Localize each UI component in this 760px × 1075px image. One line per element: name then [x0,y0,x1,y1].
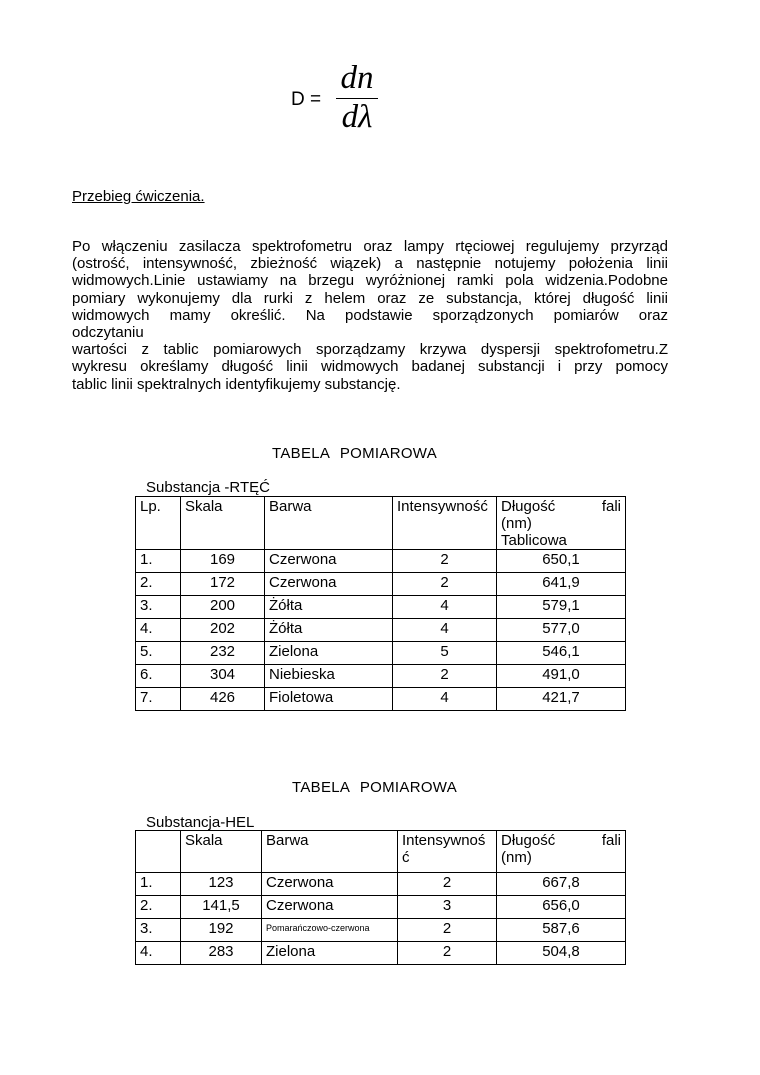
cell-fala: 667,8 [497,873,626,896]
paragraph-line: widmowych.Linie ustawiamy na brzegu wyróżnionej ramki pola widzenia.Podobne [72,272,668,290]
cell-fala: 587,6 [497,919,626,942]
cell-barwa: Żółta [265,619,393,642]
header-lp [136,831,181,873]
cell-lp: 5. [136,642,181,665]
table-row [136,596,626,619]
table2-heading: TABELA POMIAROWA [292,779,457,796]
table-row [136,619,626,642]
table-row [136,942,626,965]
table-row [136,688,626,711]
header-dlugosc-c: Tablicowa [501,532,567,549]
header-dlugosc-unit: (nm) [501,849,532,866]
section-title: Przebieg ćwiczenia. [72,188,205,205]
cell-fala: 491,0 [497,665,626,688]
cell-barwa: Czerwona [265,550,393,573]
table1-measurements [135,496,626,711]
cell-lp: 4. [136,942,181,965]
table1-heading: TABELA POMIAROWA [272,445,437,462]
cell-lp: 1. [136,873,181,896]
table2-measurements [135,830,626,965]
cell-skala: 304 [181,665,265,688]
header-intensywnosc: Intensywność [393,497,497,550]
cell-barwa: Fioletowa [265,688,393,711]
header-intensywnosc-a: Intensywnoś [402,832,486,849]
paragraph-line: pomiary wykonujemy dla rurki z helem oraz ze substancja, której długość linii [72,289,668,307]
cell-lp: 2. [136,896,181,919]
cell-barwa: Pomarańczowo-czerwona [262,919,398,942]
cell-lp: 3. [136,919,181,942]
cell-fala: 504,8 [497,942,626,965]
cell-barwa: Zielona [265,642,393,665]
cell-fala: 656,0 [497,896,626,919]
cell-intensywnosc: 4 [393,596,497,619]
table-row [136,550,626,573]
table-row [136,919,626,942]
cell-intensywnosc: 2 [393,573,497,596]
cell-fala: 650,1 [497,550,626,573]
header-dlugosc-a: Długość [501,498,556,515]
cell-skala: 141,5 [181,896,262,919]
table-row [136,665,626,688]
formula-lhs: D = [291,89,322,110]
cell-intensywnosc: 3 [398,896,497,919]
cell-intensywnosc: 2 [393,665,497,688]
cell-barwa: Żółta [265,596,393,619]
cell-skala: 200 [181,596,265,619]
table-row [136,873,626,896]
paragraph-line: wykresu określamy długość linii widmowych badanej substancji i przy pomocy [72,358,668,376]
paragraph-line: Po włączeniu zasilacza spektrofometru oraz lampy rtęciowej regulujemy przyrząd [72,238,668,255]
cell-fala: 579,1 [497,596,626,619]
fraction-numerator: dn [340,60,374,96]
paragraph-line: tablic linii spektralnych identyfikujemy substancję. [72,375,401,393]
cell-lp: 3. [136,596,181,619]
fraction-denominator: dλ [341,99,373,135]
header-intensywnosc [398,831,497,873]
cell-intensywnosc: 4 [393,619,497,642]
cell-lp: 2. [136,573,181,596]
header-dlugosc-unit: (nm) [501,515,532,532]
header-dlugosc-a: Długość [501,832,556,849]
cell-skala: 232 [181,642,265,665]
table-row [136,896,626,919]
cell-lp: 4. [136,619,181,642]
cell-fala: 641,9 [497,573,626,596]
table-row [136,573,626,596]
cell-fala: 577,0 [497,619,626,642]
dispersion-fraction [335,62,379,134]
header-dlugosc [497,831,626,873]
header-skala: Skala [181,831,262,873]
cell-skala: 172 [181,573,265,596]
header-lp: Lp. [136,497,181,550]
table2-substance: Substancja-HEL [146,814,255,831]
cell-intensywnosc: 2 [393,550,497,573]
cell-lp: 7. [136,688,181,711]
cell-fala: 546,1 [497,642,626,665]
cell-skala: 169 [181,550,265,573]
paragraph-line: (ostrość, intensywność, zbieżność wiązek) a następnie notujemy położenia linii [72,255,668,273]
header-barwa: Barwa [262,831,398,873]
cell-lp: 1. [136,550,181,573]
cell-fala: 421,7 [497,688,626,711]
header-dlugosc-b: fali [601,498,621,515]
paragraph-line: odczytaniu [72,324,144,342]
paragraph-line: widmowych mamy określić. Na podstawie sporządzonych pomiarów oraz [72,306,668,324]
cell-skala: 283 [181,942,262,965]
cell-skala: 192 [181,919,262,942]
cell-intensywnosc: 2 [398,873,497,896]
table1-header-row [136,497,626,550]
cell-barwa: Niebieska [265,665,393,688]
paragraph-line: wartości z tablic pomiarowych sporządzamy krzywa dyspersji spektrofometru.Z [72,341,668,359]
table-row [136,642,626,665]
cell-intensywnosc: 4 [393,688,497,711]
procedure-paragraph [72,238,668,393]
cell-intensywnosc: 2 [398,942,497,965]
header-barwa: Barwa [265,497,393,550]
cell-barwa: Czerwona [265,573,393,596]
cell-intensywnosc: 5 [393,642,497,665]
table2-header-row [136,831,626,873]
cell-intensywnosc: 2 [398,919,497,942]
cell-barwa: Czerwona [262,873,398,896]
header-dlugosc [497,497,626,550]
cell-skala: 123 [181,873,262,896]
cell-lp: 6. [136,665,181,688]
table1-substance: Substancja -RTĘĆ [146,479,270,496]
header-dlugosc-b: fali [601,832,621,849]
header-skala: Skala [181,497,265,550]
cell-skala: 426 [181,688,265,711]
header-intensywnosc-b: ć [402,849,410,866]
cell-skala: 202 [181,619,265,642]
cell-barwa: Czerwona [262,896,398,919]
cell-barwa: Zielona [262,942,398,965]
